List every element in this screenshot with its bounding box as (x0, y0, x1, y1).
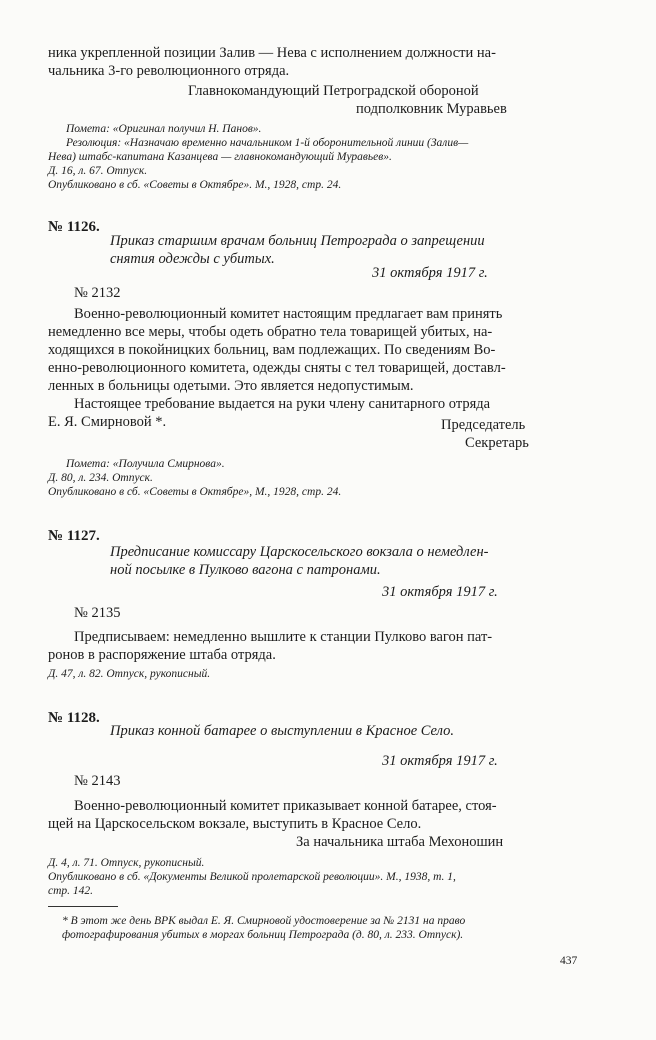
body-line: Предписываем: немедленно вышлите к станции Пулково вагон пат- (74, 629, 493, 645)
body-line: Е. Я. Смирновой *. (48, 414, 167, 430)
body-line: ходящихся в покойницких больниц, вам подлежащих. По сведениям Во- (48, 342, 496, 358)
note-line: Помета: «Получила Смирнова». (66, 458, 225, 470)
body-line: ленных в больницы одетыми. Это является недопустимым. (48, 378, 414, 394)
note-line: Д. 80, л. 234. Отпуск. (48, 472, 153, 484)
note-line: Д. 47, л. 82. Отпуск, рукописный. (48, 668, 211, 680)
note-line: Опубликовано в сб. «Советы в Октябре». М., 1928, стр. 24. (48, 179, 342, 191)
footnote-line: фотографирования убитых в моргах больниц Петрограда (д. 80, л. 233. Отпуск). (62, 929, 464, 941)
body-line: Военно-революционный комитет приказывает конной батарее, стоя- (74, 798, 497, 814)
body-line: щей на Царскосельском вокзале, выступить в Красное Село. (48, 816, 422, 832)
footnote-line: * В этот же день ВРК выдал Е. Я. Смирновой удостоверение за № 2131 на право (62, 915, 466, 927)
page-number: 437 (560, 955, 578, 967)
body-line: Военно-революционный комитет настоящим предлагает вам принять (74, 306, 503, 322)
body-line: немедленно все меры, чтобы одеть обратно тела товарищей убитых, на- (48, 324, 493, 340)
body-line: енно-революционного комитета, одежды сняты с тел товарищей, доставл- (48, 360, 506, 376)
note-line: Д. 4, л. 71. Отпуск, рукописный. (48, 857, 205, 869)
note-line: стр. 142. (48, 885, 94, 897)
signature-line: Главнокомандующий Петроградской обороной (188, 83, 479, 99)
note-line: Опубликовано в сб. «Документы Великой пролетарской революции». М., 1938, т. 1, (48, 871, 456, 883)
document-title: Приказ конной батарее о выступлении в Красное Село. (110, 723, 454, 739)
document-title: Предписание комиссару Царскосельского вокзала о немедлен- (110, 544, 489, 560)
document-title: ной посылке в Пулково вагона с патронами. (110, 562, 381, 578)
signature-line: Секретарь (465, 435, 529, 451)
document-date: 31 октября 1917 г. (382, 753, 498, 769)
document-ref: № 2143 (74, 773, 121, 789)
body-line: ника укрепленной позиции Залив — Нева с исполнением должности на- (48, 45, 496, 61)
note-line: Опубликовано в сб. «Советы в Октябре», М., 1928, стр. 24. (48, 486, 342, 498)
signature-line: За начальника штаба Мехоношин (296, 834, 504, 850)
document-ref: № 2135 (74, 605, 121, 621)
document-number: № 1126. (48, 219, 100, 235)
note-line: Помета: «Оригинал получил Н. Панов». (66, 123, 262, 135)
note-line: Резолюция: «Назначаю временно начальником 1-й оборонительной линии (Залив— (66, 137, 469, 149)
footnote-rule (48, 906, 118, 907)
document-title: снятия одежды с убитых. (110, 251, 275, 267)
signature-line: Председатель (441, 417, 526, 433)
body-line: ронов в распоряжение штаба отряда. (48, 647, 276, 663)
note-line: Д. 16, л. 67. Отпуск. (48, 165, 148, 177)
note-line: Нева) штабс-капитана Казанцева — главнокомандующий Муравьев». (48, 151, 392, 163)
document-number: № 1127. (48, 528, 100, 544)
document-date: 31 октября 1917 г. (372, 265, 488, 281)
document-title: Приказ старшим врачам больниц Петрограда о запрещении (110, 233, 485, 249)
signature-line: подполковник Муравьев (356, 101, 507, 117)
document-number: № 1128. (48, 710, 100, 726)
body-line: Настоящее требование выдается на руки члену санитарного отряда (74, 396, 491, 412)
document-ref: № 2132 (74, 285, 121, 301)
body-line: чальника 3-го революционного отряда. (48, 63, 290, 79)
document-date: 31 октября 1917 г. (382, 584, 498, 600)
